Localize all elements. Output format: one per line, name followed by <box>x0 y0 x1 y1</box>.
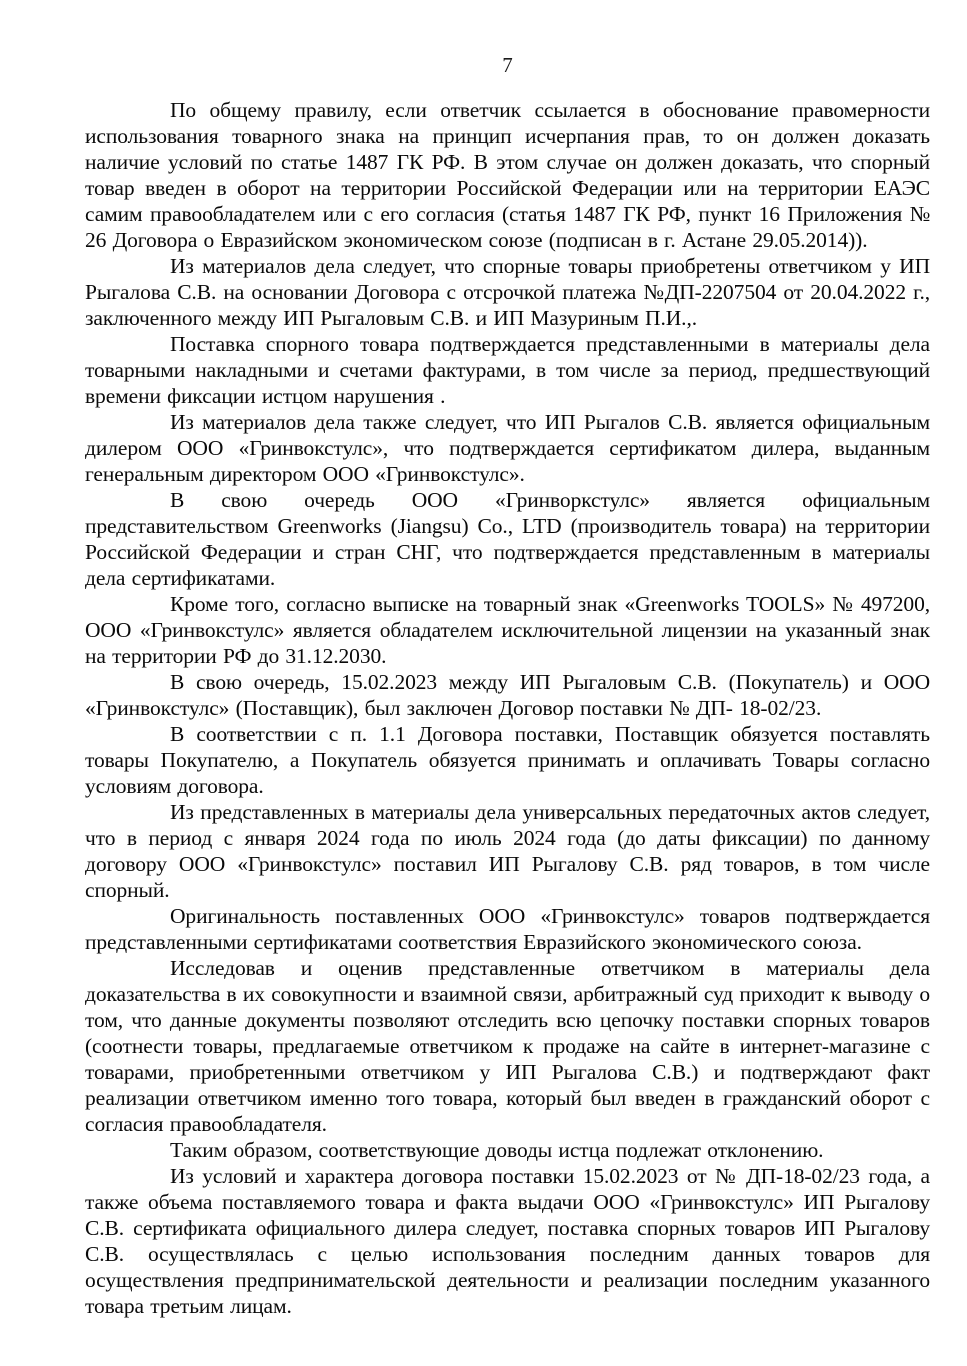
page-number: 7 <box>502 53 513 77</box>
paragraph-claims-rejected: Таким образом, соответствующие доводы истца подлежат отклонению. <box>170 1138 824 1162</box>
paragraph-official-dealer: Из материалов дела также следует, что ИП Рыгалов С.В. является официальным дилером ООО «Гринвокстулс», что подтверждается сертификатом дилера, выданным генеральным директором ООО «Гринвокстулс». <box>85 410 930 486</box>
paragraph-purchase-contract: Из материалов дела следует, что спорные товары приобретены ответчиком у ИП Рыгалова С.В. на основании Договора с отсрочкой платежа №ДП-2207504 от 20.04.2022 г., заключенного между ИП Рыгаловым С.В. и ИП Мазуриным П.И.,. <box>85 254 930 330</box>
paragraph-originality: Оригинальность поставленных ООО «Гринвокстулс» товаров подтверждается представленными сертификатами соответствия Евразийского экономического союза. <box>85 904 930 954</box>
paragraph-court-conclusion: Исследовав и оценив представленные ответчиком в материалы дела доказательства в их совокупности и взаимной связи, арбитражный суд приходит к выводу о том, что данные документы позволяют отследить всю цепочку поставки спорных товаров (соотнести товары, предлагаемые ответчиком к продаже на сайте в интернет-магазине с товарами, приобретенными ответчиком у ИП Рыгалова С.В.) и подтверждают факт реализации ответчиком именно того товара, который был введен в гражданский оборот с согласия правообладателя. <box>85 956 930 1136</box>
paragraph-exhaustion-rule: По общему правилу, если ответчик ссылается в обоснование правомерности использования товарного знака на принцип исчерпания прав, то он должен доказать наличие условий по статье 1487 ГК РФ. В этом случае он должен доказать, что спорный товар введен в оборот на территории Российской Федерации или на территории ЕАЭС самим правообладателем или с его согласия (статья 1487 ГК РФ, пункт 16 Приложения № 26 Договора о Евразийском экономическом союзе (подписан в г. Астане 29.05.2014)). <box>85 98 930 252</box>
paragraph-greenworks-rep: В свою очередь ООО «Гринворкстулс» является официальным представительством Greenworks (Jiangsu) Co., LTD (производитель товара) на территории Российской Федерации и стран СНГ, что подтверждается представленным в материалы дела сертификатами. <box>85 488 930 590</box>
document-body <box>85 97 930 1319</box>
paragraph-transfer-acts: Из представленных в материалы дела универсальных передаточных актов следует, что в период с января 2024 года по июль 2024 года (до даты фиксации) по данному договору ООО «Гринвокстулс» поставил ИП Рыгалову С.В. ряд товаров, в том числе спорный. <box>85 800 930 902</box>
paragraph-supply-contract: В свою очередь, 15.02.2023 между ИП Рыгаловым С.В. (Покупатель) и ООО «Гринвокстулс» (Поставщик), был заключен Договор поставки № ДП- 18-02/23. <box>85 670 930 720</box>
paragraph-delivery-evidence: Поставка спорного товара подтверждается представленными в материалы дела товарными накладными и счетами фактурами, в том числе за период, предшествующий времени фиксации истцом нарушения . <box>85 332 930 408</box>
paragraph-contract-clause: В соответствии с п. 1.1 Договора поставки, Поставщик обязуется поставлять товары Покупателю, а Покупатель обязуется принимать и оплачивать Товары согласно условиям договора. <box>85 722 930 798</box>
paragraph-trademark-license: Кроме того, согласно выписке на товарный знак «Greenworks TOOLS» № 497200, ООО «Гринвокстулс» является обладателем исключительной лицензии на указанный знак на территории РФ до 31.12.2030. <box>85 592 930 668</box>
paragraph-business-purpose: Из условий и характера договора поставки 15.02.2023 от № ДП-18-02/23 года, а также объема поставляемого товара и факта выдачи ООО «Гринвокстулс» ИП Рыгалову С.В. сертификата официального дилера следует, поставка спорных товаров ИП Рыгалову С.В. осуществлялась с целью использования последним данных товаров для осуществления предпринимательской деятельности и реализации последним указанного товара третьим лицам. <box>85 1164 930 1318</box>
